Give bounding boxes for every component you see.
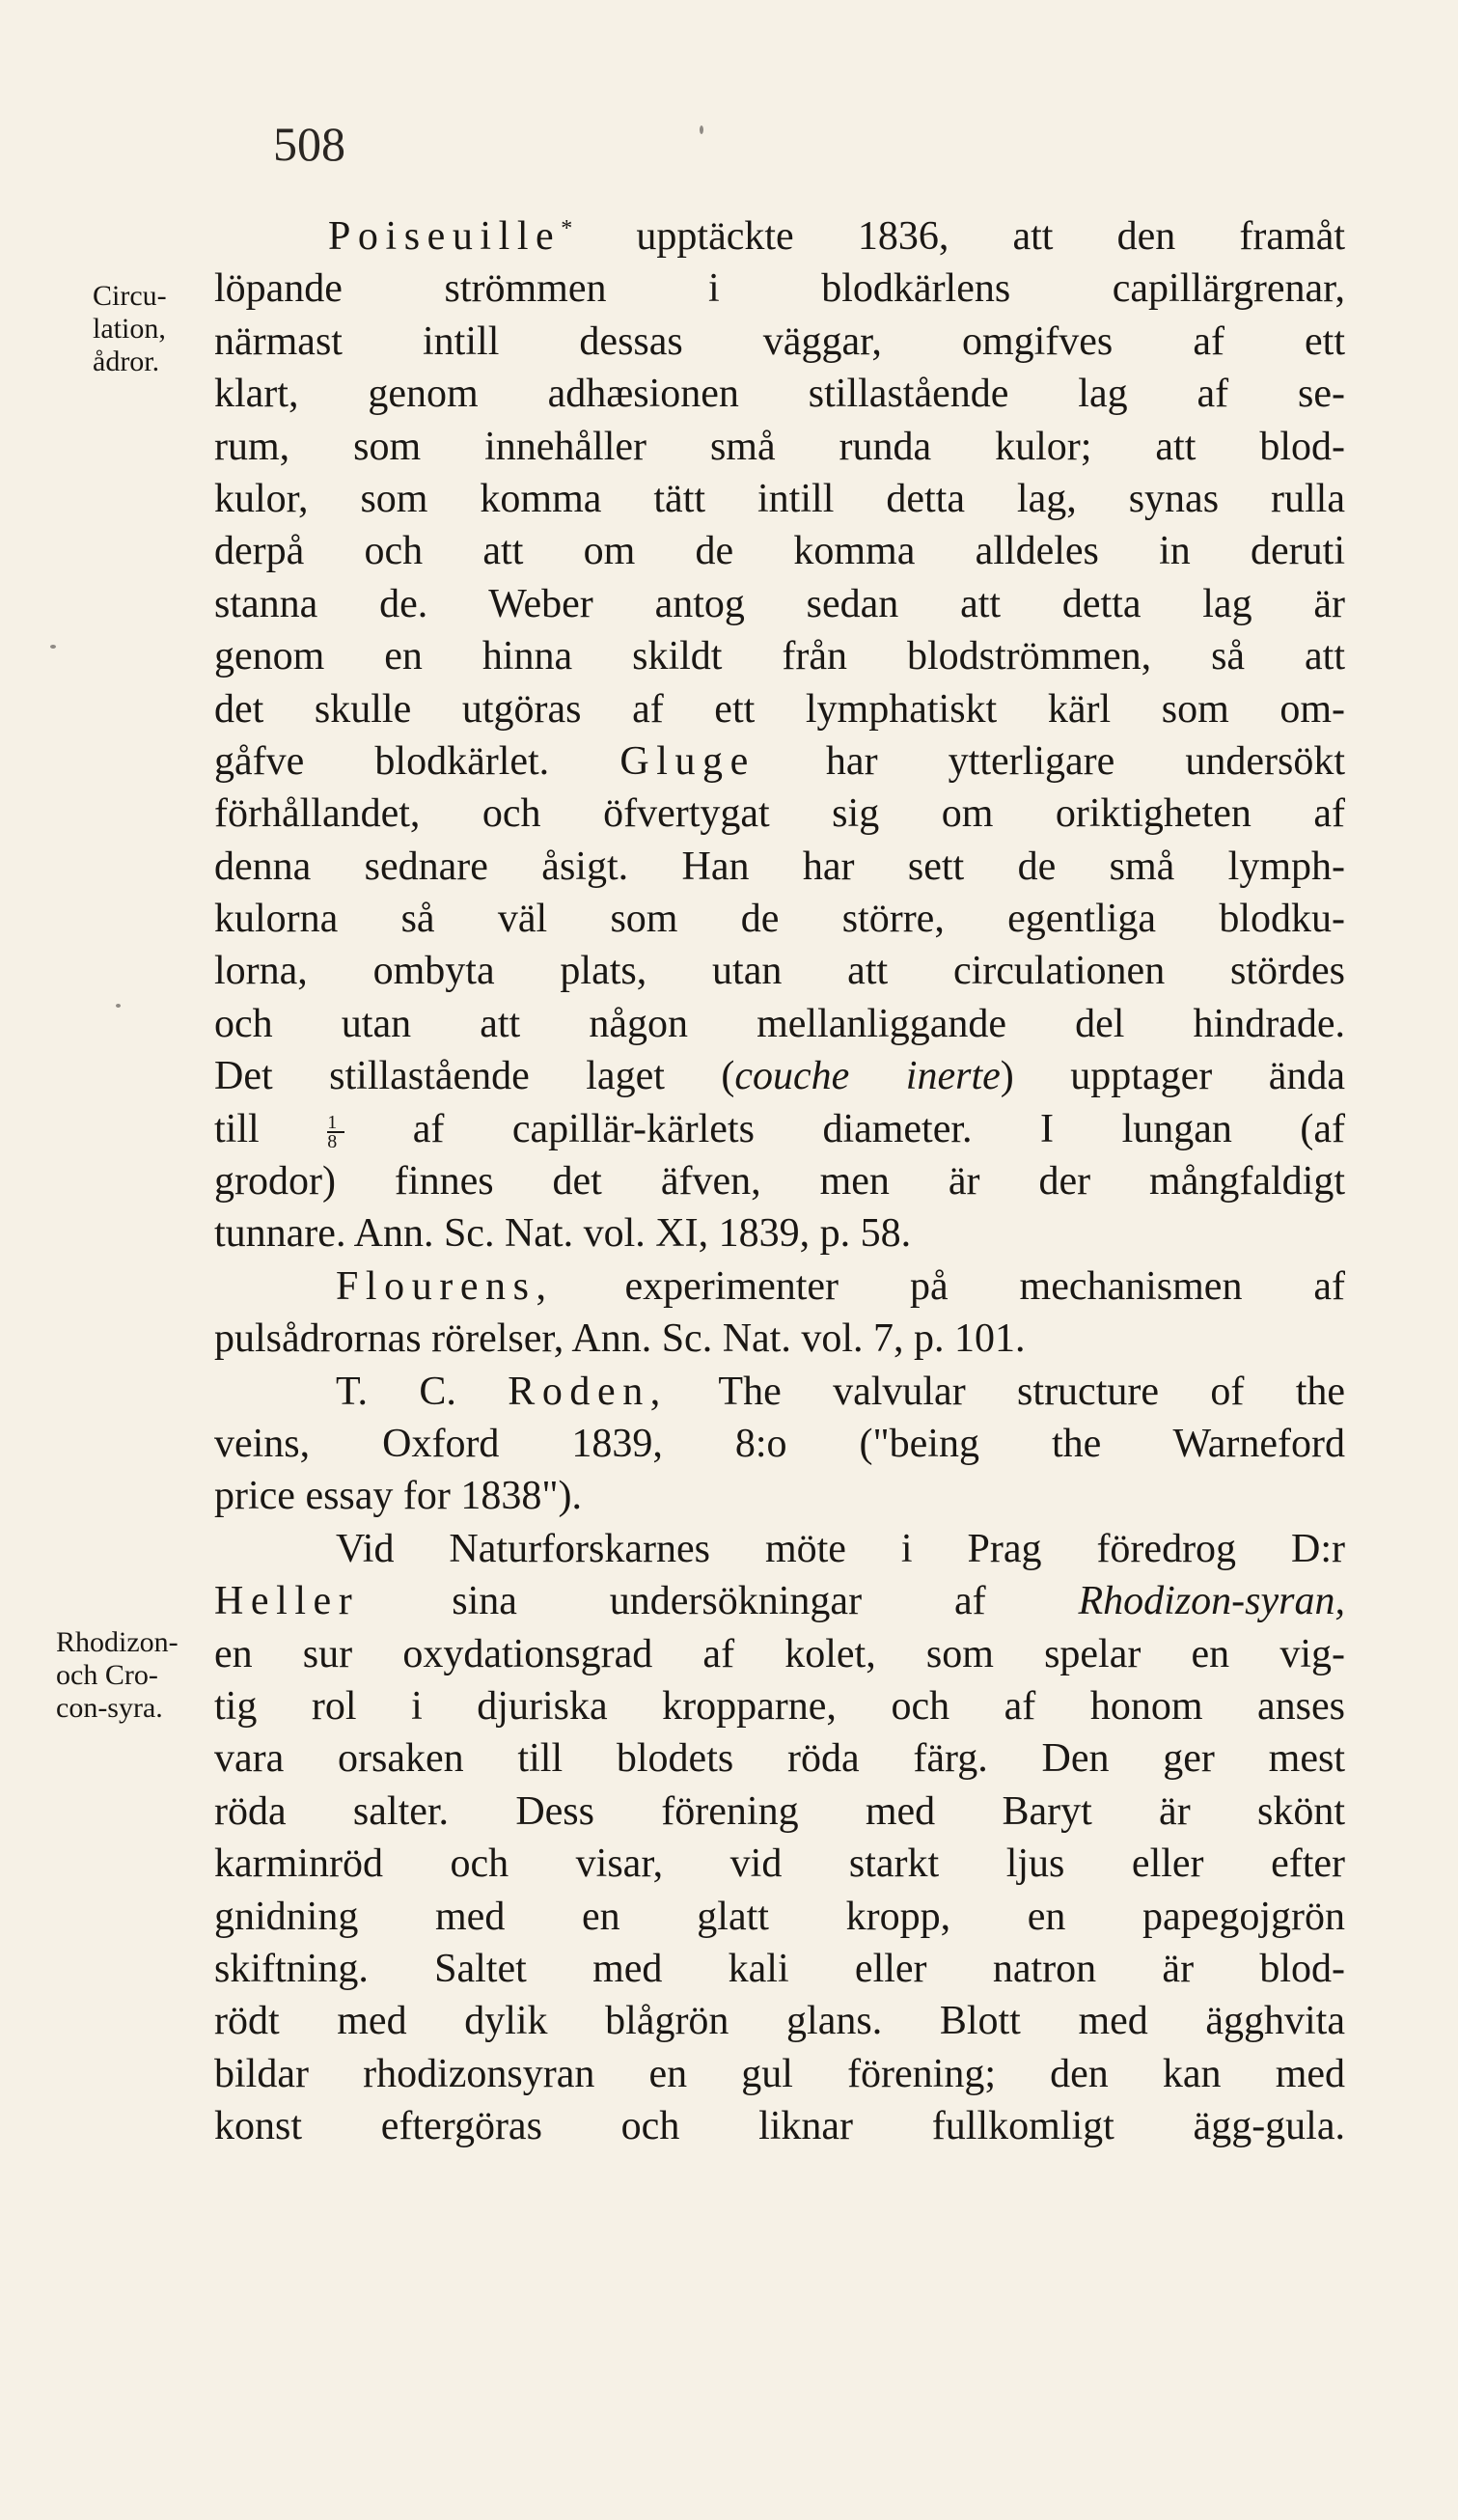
fraction-numerator: 1	[327, 1112, 338, 1133]
margin-note-line: och Cro-	[56, 1659, 158, 1691]
footnote-asterisk: *	[561, 216, 573, 241]
author-name: Gluge	[619, 738, 756, 784]
text-line: stanna de. Weber antog sedan att detta lag är	[214, 581, 1345, 626]
text-span: ) upptager ända	[1000, 1054, 1345, 1099]
text-line: tig rol i djuriska kropparne, och af honom anses	[214, 1683, 1345, 1729]
text-span: The valvular structure of the	[718, 1369, 1346, 1414]
text-line: röda salter. Dess förening med Baryt är skönt	[214, 1788, 1345, 1834]
text-line	[214, 1575, 1345, 1627]
text-line: bildar rhodizonsyran en gul förening; den kan med	[214, 2051, 1345, 2096]
text-line	[214, 735, 1345, 788]
fraction-denominator: 8	[327, 1131, 344, 1150]
text-line: price essay for 1838").	[214, 1474, 583, 1519]
text-span: gåfve blodkärlet.	[214, 738, 550, 784]
text-line	[214, 1366, 1345, 1418]
text-line: genom en hinna skildt från blodströmmen, så att	[214, 634, 1345, 679]
italic-term: couche inerte	[734, 1054, 1001, 1099]
text-line: gnidning med en glatt kropp, en papegojgrön	[214, 1894, 1345, 1939]
text-line: en sur oxydationsgrad af kolet, som spelar en vig-	[214, 1631, 1345, 1676]
margin-note-line: con-syra.	[56, 1692, 163, 1724]
margin-note-line: ådror.	[93, 346, 160, 377]
text-span: upptäckte 1836, att den framåt	[636, 214, 1345, 259]
text-line: skiftning. Saltet med kali eller natron är blod-	[214, 1946, 1345, 1991]
margin-note-line: lation,	[93, 313, 166, 345]
text-span: T. C.	[336, 1369, 456, 1414]
author-name: Poiseuille	[328, 214, 562, 259]
text-span: Det stillastående laget (	[214, 1054, 735, 1099]
margin-note-line: Rhodizon-	[56, 1626, 179, 1658]
text-line: vara orsaken till blodets röda färg. Den ger mest	[214, 1736, 1345, 1782]
author-name: Heller	[214, 1579, 360, 1624]
text-span: till	[214, 1106, 260, 1151]
text-line: rum, som innehåller små runda kulor; att blod-	[214, 424, 1345, 469]
text-line: veins, Oxford 1839, 8:o ("being the Warneford	[214, 1421, 1345, 1466]
margin-note-circulation	[93, 280, 167, 378]
text-line	[214, 1050, 1345, 1102]
margin-note-line: Circu-	[93, 280, 167, 312]
text-line: närmast intill dessas väggar, omgifves af ett	[214, 318, 1345, 364]
paper-speck	[50, 645, 56, 649]
text-line: det skulle utgöras af ett lymphatiskt kärl som om-	[214, 686, 1345, 732]
paper-speck	[116, 1004, 121, 1008]
text-span: experimenter på mechanismen af	[624, 1263, 1346, 1309]
text-line: grodor) finnes det äfven, men är der mångfaldigt	[214, 1159, 1345, 1205]
text-line: karminröd och visar, vid starkt ljus eller efter	[214, 1842, 1345, 1887]
text-line: lorna, ombyta plats, utan att circulationen stördes	[214, 949, 1345, 994]
text-line: klart, genom adhæsionen stillastående lag af se-	[214, 372, 1345, 417]
text-line: förhållandet, och öfvertygat sig om oriktigheten af	[214, 791, 1345, 837]
text-line: kulor, som komma tätt intill detta lag, synas rulla	[214, 476, 1345, 521]
text-line: rödt med dylik blågrön glans. Blott med ägghvita	[214, 1999, 1345, 2044]
page-number: 508	[273, 117, 345, 171]
text-line	[214, 1103, 1345, 1155]
author-name: Roden,	[508, 1369, 668, 1414]
margin-note-rhodizon	[56, 1626, 179, 1725]
text-line: pulsådrornas rörelser, Ann. Sc. Nat. vol. 7, p. 101.	[214, 1316, 1026, 1362]
text-line: derpå och att om de komma alldeles in deruti	[214, 529, 1345, 574]
author-name: Flourens,	[336, 1263, 554, 1309]
text-span: af capillär-kärlets diameter. I lungan (af	[412, 1106, 1346, 1151]
italic-term: Rhodizon-syran,	[1078, 1579, 1345, 1624]
text-line	[214, 210, 1345, 263]
fraction	[327, 1114, 344, 1150]
paper-speck	[700, 125, 703, 134]
text-line: och utan att någon mellanliggande del hindrade.	[214, 1001, 1345, 1046]
text-line	[214, 1260, 1345, 1313]
text-line: tunnare. Ann. Sc. Nat. vol. XI, 1839, p. 58.	[214, 1211, 912, 1257]
text-line: denna sednare åsigt. Han har sett de små lymph-	[214, 844, 1345, 889]
text-line: Vid Naturforskarnes möte i Prag föredrog D:r	[336, 1526, 1345, 1571]
text-line: löpande strömmen i blodkärlens capillärgrenar,	[214, 266, 1345, 312]
text-line: kulorna så väl som de större, egentliga blodku-	[214, 897, 1345, 942]
body-text	[214, 210, 1345, 2152]
text-span: sina undersökningar af	[452, 1579, 986, 1624]
text-line: konst eftergöras och liknar fullkomligt ägg-gula.	[214, 2104, 1345, 2149]
text-span: har ytterligare undersökt	[825, 738, 1346, 784]
